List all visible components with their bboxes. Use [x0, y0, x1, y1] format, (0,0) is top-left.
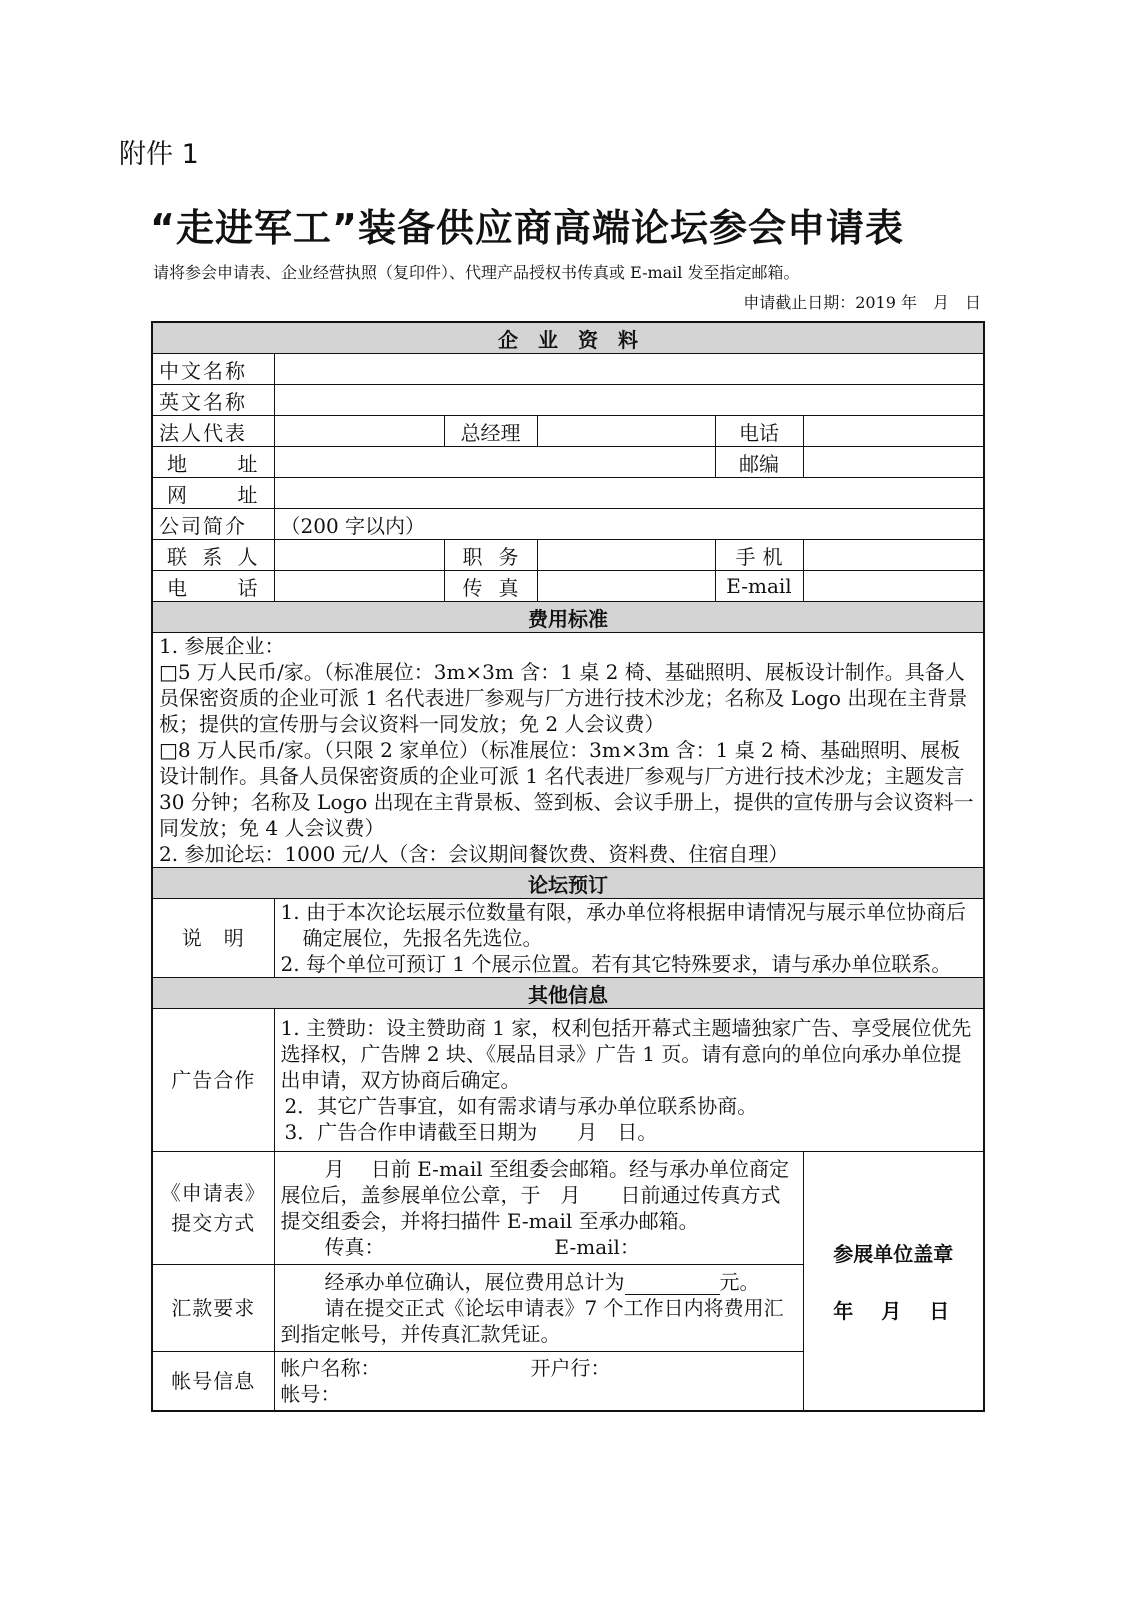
zip-field[interactable] — [803, 447, 984, 478]
booking-label: 说 明 — [152, 899, 274, 978]
page-title: “走进军工”装备供应商高端论坛参会申请表 — [150, 206, 904, 250]
cn-name-field[interactable] — [274, 354, 984, 385]
account-bank: 开户行： — [530, 1356, 611, 1380]
ad-notes: 1. 主赞助：设主赞助商 1 家，权利包括开幕式主题墙独家广告、享受展位优先选择权，广告牌 2 块、《展品目录》广告 1 页。请有意向的单位向承办单位提出申请，双方协商后确定。 2．其它广告事宜，如有需求请与承办单位联系协商。 3．广告合作申请截至日期为 月 日。 — [274, 1009, 984, 1152]
gm-label: 总经理 — [444, 416, 537, 447]
account-label: 帐号信息 — [152, 1352, 274, 1412]
phone-field[interactable] — [803, 416, 984, 447]
fee-line: 1. 参展企业： — [159, 634, 285, 658]
remit-amount-blank[interactable] — [625, 1276, 720, 1295]
booking-section-header: 论坛预订 — [152, 868, 984, 899]
address-field[interactable] — [274, 447, 715, 478]
submit-fax: 传真： — [324, 1235, 385, 1259]
submit-notes: 月 日前 E-mail 至组委会邮箱。经与承办单位商定展位后，盖参展单位公章，于 月 日前通过传真方式提交组委会，并将扫描件 E-mail 至承办邮箱。 传真： E-mail： — [274, 1152, 803, 1265]
stamp-date: 年 月 日 — [833, 1299, 954, 1323]
contact-label: 联 系 人 — [152, 540, 274, 571]
email-label: E-mail — [715, 571, 803, 602]
legal-rep-label: 法人代表 — [152, 416, 274, 447]
fee-line: 2. 参加论坛：1000 元/人（含：会议期间餐饮费、资料费、住宿自理） — [159, 842, 789, 866]
remit-label: 汇款要求 — [152, 1265, 274, 1352]
booking-notes: 1. 由于本次论坛展示位数量有限，承办单位将根据申请情况与展示单位协商后 确定展位，先报名先选位。 2. 每个单位可预订 1 个展示位置。若有其它特殊要求，请与承办单位联系。 — [274, 899, 984, 978]
tel-field[interactable] — [274, 571, 444, 602]
ad-label: 广告合作 — [152, 1009, 274, 1152]
account-info — [274, 1352, 803, 1412]
zip-label: 邮编 — [715, 447, 803, 478]
fees-section-header: 费用标准 — [152, 602, 984, 633]
intro-label: 公司简介 — [152, 509, 274, 540]
contact-field[interactable] — [274, 540, 444, 571]
deadline: 申请截止日期：2019 年 月 日 — [743, 293, 981, 312]
stamp-label: 参展单位盖章 — [833, 1242, 954, 1266]
cn-name-label: 中文名称 — [152, 354, 274, 385]
remit-notes: 经承办单位确认，展位费用总计为 元。 请在提交正式《论坛申请表》7 个工作日内将费用汇到指定帐号，并传真汇款凭证。 — [274, 1265, 803, 1352]
mobile-label: 手 机 — [715, 540, 803, 571]
account-no: 帐号： — [280, 1382, 341, 1406]
position-field[interactable] — [537, 540, 715, 571]
submission-note: 请将参会申请表、企业经营执照（复印件）、代理产品授权书传真或 E-mail 发至指定邮箱。 — [153, 263, 800, 282]
address-label: 地 址 — [152, 447, 274, 478]
en-name-label: 英文名称 — [152, 385, 274, 416]
application-form — [151, 321, 985, 1412]
stamp-area[interactable] — [803, 1152, 984, 1412]
position-label: 职 务 — [444, 540, 537, 571]
website-label: 网 址 — [152, 478, 274, 509]
fax-label: 传 真 — [444, 571, 537, 602]
fax-field[interactable] — [537, 571, 715, 602]
email-field[interactable] — [803, 571, 984, 602]
legal-rep-field[interactable] — [274, 416, 444, 447]
mobile-field[interactable] — [803, 540, 984, 571]
fee-option-5w[interactable]: □5 万人民币/家。（标准展位：3m×3m 含：1 桌 2 椅、基础照明、展板设计制作。具备人员保密资质的企业可派 1 名代表进厂参观与厂方进行技术沙龙；名称及 Logo 出现在主背景板；提供的宣传册与会议资料一同发放；免 2 人会议费） — [159, 660, 968, 736]
submit-email: E-mail： — [554, 1235, 640, 1259]
company-section-header: 企 业 资 料 — [152, 322, 984, 354]
phone-label: 电话 — [715, 416, 803, 447]
gm-field[interactable] — [537, 416, 715, 447]
submit-label: 《申请表》 提交方式 — [152, 1152, 274, 1265]
attachment-label: 附件 1 — [119, 139, 199, 170]
intro-field[interactable]: （200 字以内） — [274, 509, 984, 540]
fee-standards — [152, 633, 984, 868]
website-field[interactable] — [274, 478, 984, 509]
other-section-header: 其他信息 — [152, 978, 984, 1009]
fee-option-8w[interactable]: □8 万人民币/家。（只限 2 家单位）（标准展位：3m×3m 含：1 桌 2 椅、基础照明、展板设计制作。具备人员保密资质的企业可派 1 名代表进厂参观与厂方进行技术沙龙；主题发言 30 分钟；名称及 Logo 出现在主背景板、签到板、会议手册上，提供的宣传册与会议资料一同发放；免 4 人会议费） — [159, 738, 974, 840]
en-name-field[interactable] — [274, 385, 984, 416]
tel-label: 电 话 — [152, 571, 274, 602]
account-name: 帐户名称： — [280, 1356, 381, 1380]
